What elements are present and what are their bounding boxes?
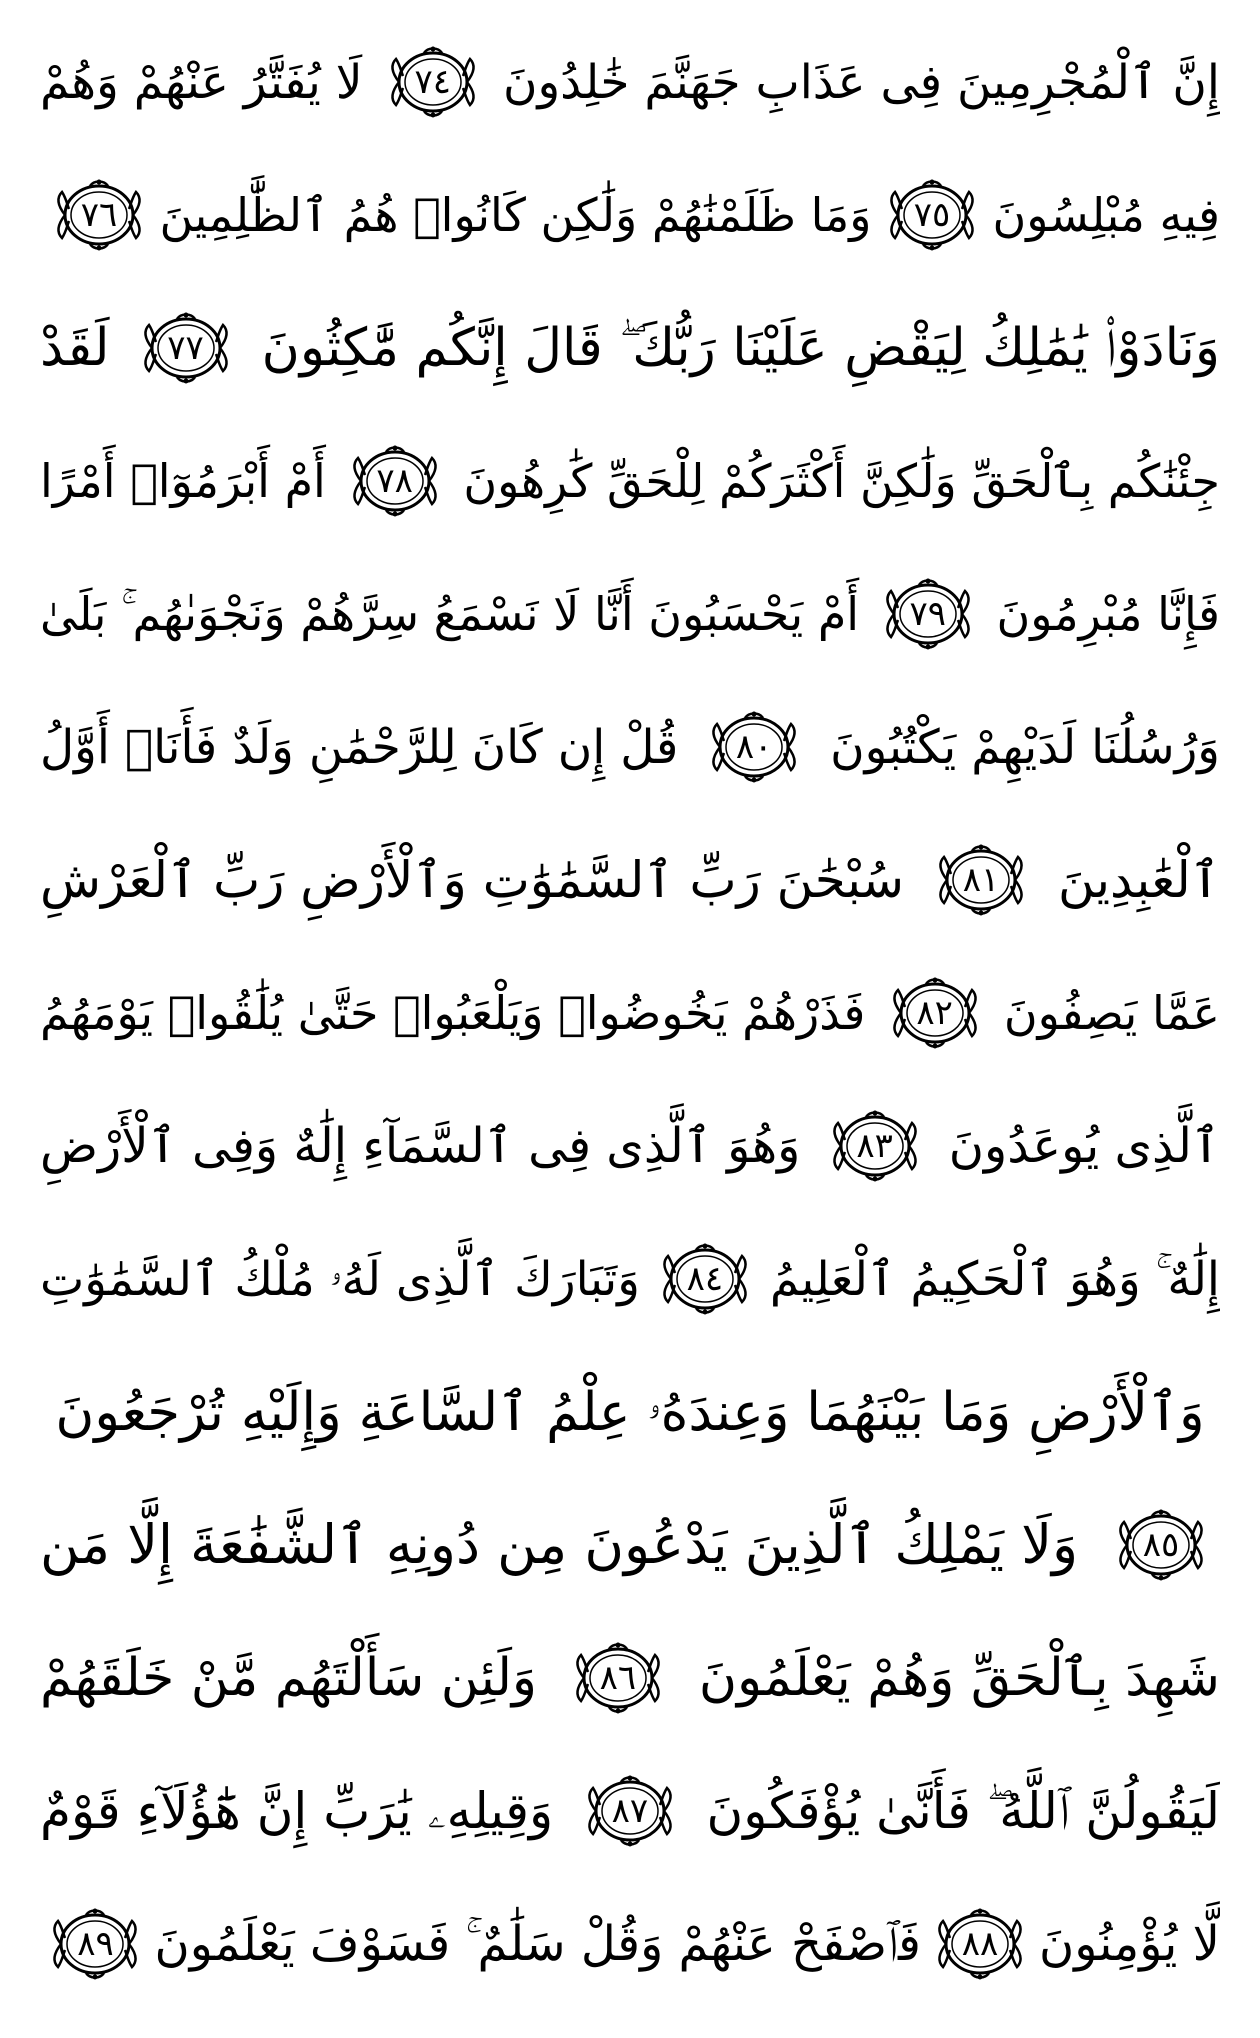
text-line [40,286,1220,410]
text-line [40,1084,1220,1208]
verse-text: أَمْ يَحْسَبُونَ أَنَّا لَا نَسْمَعُ سِرَّهُمْ وَنَجْوَىٰهُم ۚ بَلَىٰ [40,587,860,641]
verse-text: جِئْنَٰكُم بِٱلْحَقِّ وَلَٰكِنَّ أَكْثَرَكُمْ لِلْحَقِّ كَٰرِهُونَ [463,454,1220,508]
verse-text: لَيَقُولُنَّ ٱللَّهُ ۖ فَأَنَّىٰ يُؤْفَكُونَ [706,1782,1220,1840]
verse-number: ٨٨ [961,1924,999,1964]
verse-text: سُبْحَٰنَ رَبِّ ٱلسَّمَٰوَٰتِ وَٱلْأَرْضِ رَبِّ ٱلْعَرْشِ [40,851,904,909]
verse-end-marker [879,575,977,653]
verse-end-marker [656,1240,754,1318]
verse-text: وَقِيلِهِۦ يَٰرَبِّ إِنَّ هَٰٓؤُلَآءِ قَوْمٌ [40,1782,554,1840]
text-line [40,1749,1220,1873]
verse-number: ٨٥ [1142,1525,1180,1565]
verse-text: أَمْ أَبْرَمُوٓا۟ أَمْرًا [40,454,326,508]
verse-end-marker [346,442,444,520]
verse-text: فَٱصْفَحْ عَنْهُمْ وَقُلْ سَلَٰمٌ ۚ فَسَوْفَ يَعْلَمُونَ [154,1916,921,1972]
verse-end-marker [1112,1506,1210,1584]
verse-text: وَنَادَوْا۟ يَٰمَٰلِكُ لِيَقْضِ عَلَيْنَا رَبُّكَ ۖ قَالَ إِنَّكُم مَّٰكِثُونَ [261,318,1220,378]
verse-end-marker [883,176,981,254]
text-line [40,552,1220,676]
verse-text: لَقَدْ [40,318,110,378]
text-line [40,685,1220,809]
text-line [40,1616,1220,1740]
verse-end-marker [569,1639,667,1717]
verse-text: وَرُسُلُنَا لَدَيْهِمْ يَكْتُبُونَ [830,719,1220,775]
verse-end-marker [886,974,984,1052]
verse-end-marker [581,1772,679,1850]
verse-text: شَهِدَ بِٱلْحَقِّ وَهُمْ يَعْلَمُونَ [698,1648,1220,1708]
verse-text: وَتَبَارَكَ ٱلَّذِى لَهُۥ مُلْكُ ٱلسَّمَٰوَٰتِ [40,1251,640,1307]
verse-text: فِيهِ مُبْلِسُونَ [992,188,1220,242]
verse-text: وَلَئِن سَأَلْتَهُم مَّنْ خَلَقَهُمْ [40,1648,538,1708]
text-line [40,1882,1220,2006]
verse-end-marker [137,309,235,387]
verse-number: ٨٣ [856,1126,893,1166]
verse-text: وَلَا يَمْلِكُ ٱلَّذِينَ يَدْعُونَ مِن دُونِهِ ٱلشَّفَٰعَةَ إِلَّا مَن [40,1513,1079,1576]
verse-end-marker [384,43,482,121]
verse-text: وَهُوَ ٱلَّذِى فِى ٱلسَّمَآءِ إِلَٰهٌ وَفِى ٱلْأَرْضِ [40,1118,801,1174]
verse-end-marker [46,1905,144,1983]
text-line [40,818,1220,942]
verse-number: ٧٧ [167,328,204,368]
verse-number: ٨٠ [735,727,773,767]
verse-number: ٧٨ [376,461,413,501]
verse-text: ٱلْعَٰبِدِينَ [1058,851,1220,909]
verse-text: عَمَّا يَصِفُونَ [1003,986,1220,1040]
verse-text: ٱلَّذِى يُوعَدُونَ [948,1118,1220,1174]
verse-text: قُلْ إِن كَانَ لِلرَّحْمَٰنِ وَلَدٌ فَأَنَا۠ أَوَّلُ [40,719,679,775]
verse-number: ٧٤ [414,62,451,102]
verse-text: فَإِنَّا مُبْرِمُونَ [996,587,1220,641]
verse-text: لَا يُفَتَّرُ عَنْهُمْ وَهُمْ [40,54,363,110]
verse-number: ٨١ [962,860,1000,900]
verse-number: ٧٩ [909,594,947,634]
verse-number: ٨٤ [686,1259,724,1299]
verse-text: لَّا يُؤْمِنُونَ [1038,1916,1220,1972]
verse-end-marker [705,708,803,786]
text-line [40,20,1220,144]
verse-number: ٨٧ [611,1791,649,1831]
verse-number: ٨٩ [77,1924,114,1964]
verse-text: وَمَا ظَلَمْنَٰهُمْ وَلَٰكِن كَانُوا۟ هُمُ ٱلظَّٰلِمِينَ [159,188,872,242]
text-line [40,1350,1220,1474]
verse-number: ٧٦ [80,195,118,235]
text-line [40,153,1220,277]
verse-text: إِلَٰهٌ ۚ وَهُوَ ٱلْحَكِيمُ ٱلْعَلِيمُ [769,1251,1220,1307]
verse-text: وَٱلْأَرْضِ وَمَا بَيْنَهُمَا وَعِندَهُۥ عِلْمُ ٱلسَّاعَةِ وَإِلَيْهِ تُرْجَعُونَ [55,1381,1205,1443]
verse-end-marker [826,1107,924,1185]
text-line [40,1217,1220,1341]
verse-text: فَذَرْهُمْ يَخُوضُوا۟ وَيَلْعَبُوا۟ حَتَّىٰ يُلَٰقُوا۟ يَوْمَهُمُ [40,986,866,1040]
verse-number: ٨٦ [599,1658,637,1698]
verse-end-marker [932,841,1030,919]
verse-end-marker [931,1905,1029,1983]
text-line [40,419,1220,543]
verse-end-marker [50,176,148,254]
verse-number: ٧٥ [913,195,951,235]
verse-number: ٨٢ [916,993,953,1033]
text-line [40,1483,1220,1607]
text-line [40,951,1220,1075]
mushaf-page [40,20,1220,2018]
verse-text: إِنَّ ٱلْمُجْرِمِينَ فِى عَذَابِ جَهَنَّمَ خَٰلِدُونَ [502,54,1220,110]
